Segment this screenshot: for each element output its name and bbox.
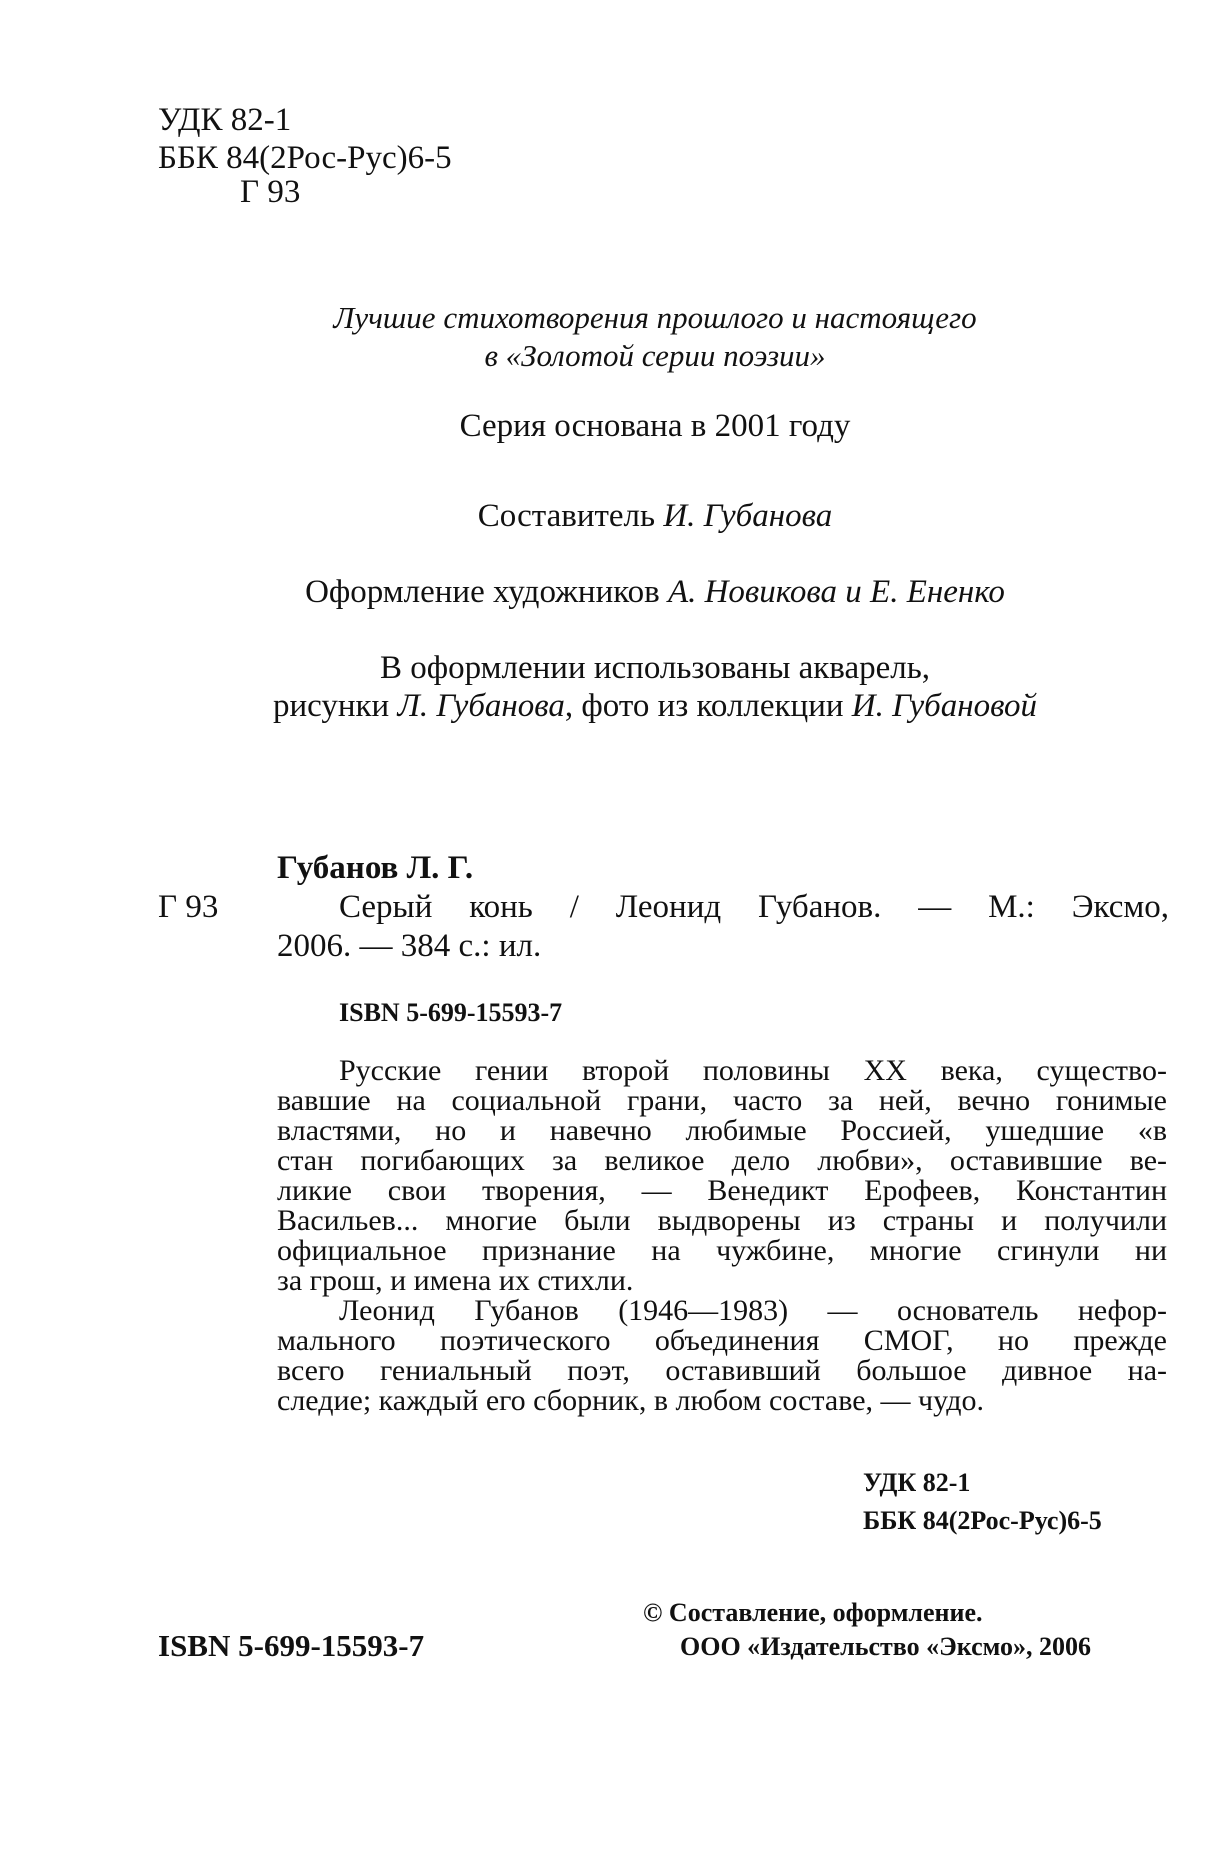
classification-bbk: ББК 84(2Рос-Рус)6-5 <box>863 1506 1102 1535</box>
catalog-author: Губанов Л. Г. <box>277 850 474 886</box>
annotation-line: официальное признание на чужбине, многие сгинули ни <box>277 1234 1167 1267</box>
annotation-line: Васильев... многие были выдворены из страны и получили <box>277 1204 1167 1237</box>
series-title-line2: в «Золотой серии поэзии» <box>484 338 826 373</box>
annotation-line: ликие свои творения, — Венедикт Ерофеев, Константин <box>277 1174 1167 1207</box>
annotation-line: вавшие на социальной грани, часто за ней, вечно гонимые <box>277 1084 1167 1117</box>
compiler-credit <box>260 500 1050 533</box>
footer-isbn: ISBN 5-699-15593-7 <box>158 1628 425 1663</box>
bbk-code: ББК 84(2Рос-Рус)6-5 <box>158 140 452 176</box>
annotation-line: мального поэтического объединения СМОГ, но прежде <box>277 1324 1167 1357</box>
catalog-title-line1: Серый конь / Леонид Губанов. — М.: Эксмо, <box>339 889 1169 925</box>
annotation-line: следие; каждый его сборник, в любом составе, — чудо. <box>277 1384 984 1417</box>
series-founded: Серия основана в 2001 году <box>459 408 851 444</box>
illustrations-line1: В оформлении использованы акварель, <box>379 650 931 686</box>
series-title-line1: Лучшие стихотворения прошлого и настоящего <box>333 300 977 335</box>
annotation-line: властями, но и навечно любимые Россией, ушедшие «в <box>277 1114 1167 1147</box>
classification-udk: УДК 82-1 <box>863 1468 971 1497</box>
copyright-line2: ООО «Издательство «Эксмо», 2006 <box>680 1632 1092 1661</box>
design-label: Оформление художников <box>305 574 660 610</box>
design-names: А. Новикова и Е. Ененко <box>667 574 1005 610</box>
catalog-isbn: ISBN 5-699-15593-7 <box>339 998 563 1027</box>
design-credit <box>180 576 1130 609</box>
copyright-line1: © Составление, оформление. <box>643 1598 983 1627</box>
author-mark: Г 93 <box>240 174 301 210</box>
annotation-line: Русские гении второй половины XX века, существо- <box>339 1054 1167 1087</box>
udk-code: УДК 82-1 <box>158 102 292 138</box>
annotation-line: за грош, и имена их стихли. <box>277 1264 634 1297</box>
compiler-label: Составитель <box>477 498 656 534</box>
annotation-line: Леонид Губанов (1946—1983) — основатель нефор- <box>339 1294 1167 1327</box>
catalog-mark: Г 93 <box>158 889 219 925</box>
annotation-line: стан погибающих за великое дело любви», оставившие ве- <box>277 1144 1167 1177</box>
catalog-title-line2: 2006. — 384 с.: ил. <box>277 928 542 964</box>
illustrations-drawings-author: Л. Губанова <box>397 688 565 724</box>
illustrations-line2 <box>180 690 1130 723</box>
annotation-line: всего гениальный поэт, оставивший большое дивное на- <box>277 1354 1167 1387</box>
compiler-name: И. Губанова <box>663 498 833 534</box>
annotation <box>277 1056 1167 1416</box>
illustrations-drawings-label: рисунки <box>272 688 390 724</box>
illustrations-photo-owner: И. Губановой <box>851 688 1037 724</box>
illustrations-photo-label: , фото из коллекции <box>564 688 844 724</box>
